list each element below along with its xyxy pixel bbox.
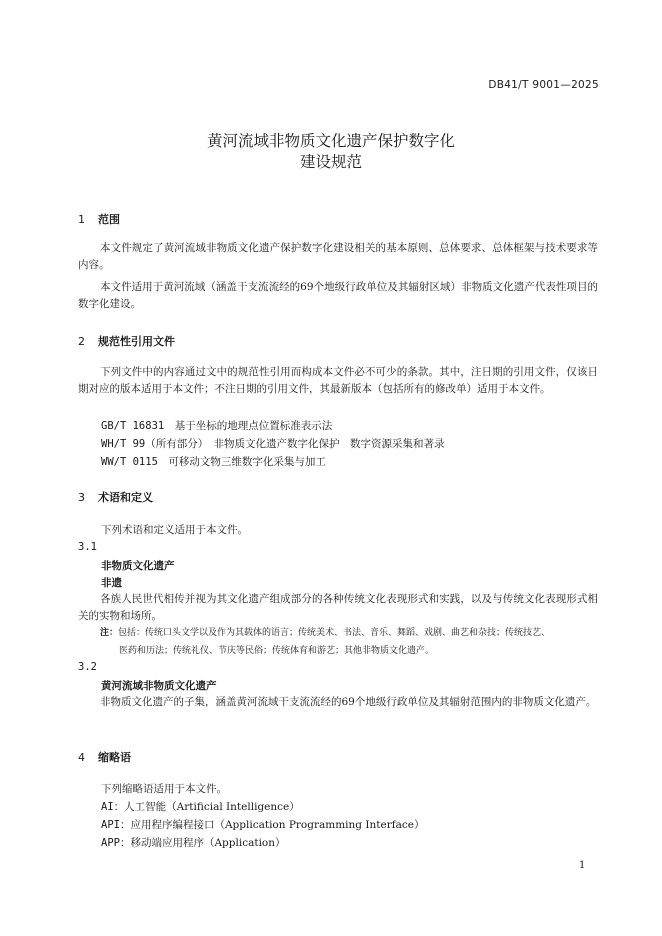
term-name: 非物质文化遗产: [101, 560, 175, 572]
term-number: 3.1: [78, 541, 97, 553]
reference-item: [101, 436, 445, 451]
term-number: 3.2: [78, 661, 97, 673]
section-1-paragraph-2: 本文件适用于黄河流域（涵盖干支流流经的69个地级行政单位及其辐射区域）非物质文化遗产代表性项目的数字化建设。: [78, 281, 598, 310]
reference-code: WW/T 0115: [101, 456, 158, 468]
term-alias: 非遗: [101, 577, 122, 589]
section-4-heading: [78, 749, 131, 765]
reference-title: 非物质文化遗产数字化保护 数字资源采集和著录: [213, 438, 445, 450]
document-title-line1: 黄河流域非物质文化遗产保护数字化: [206, 132, 455, 150]
section-title: 规范性引用文件: [98, 335, 175, 348]
section-3-intro: 下列术语和定义适用于本文件。: [101, 524, 248, 536]
section-title: 范围: [98, 213, 120, 226]
term-name: 黄河流域非物质文化遗产: [101, 680, 217, 692]
standard-code: DB41/T 9001—2025: [488, 79, 599, 91]
reference-code: GB/T 16831: [101, 420, 165, 432]
reference-title: 可移动文物三维数字化采集与加工: [168, 456, 326, 468]
section-4-intro: 下列缩略语适用于本文件。: [101, 783, 227, 795]
section-1-heading: [78, 211, 120, 227]
section-2-paragraph-1: 下列文件中的内容通过文中的规范性引用而构成本文件必不可少的条款。其中，注日期的引用文件，仅该日期对应的版本适用于本文件；不注日期的引用文件，其最新版本（包括所有的修改单）适用于本文件。: [78, 366, 598, 395]
abbreviation-item: API：应用程序编程接口（Application Programming Interface）: [101, 819, 425, 831]
page-number: 1: [579, 860, 586, 871]
term-note: [100, 626, 600, 641]
section-1-paragraph-1: 本文件规定了黄河流域非物质文化遗产保护数字化建设相关的基本原则、总体要求、总体框架与技术要求等内容。: [78, 242, 598, 271]
term-definition: 非物质文化遗产的子集，涵盖黄河流域干支流流经的69个地级行政单位及其辐射范围内的非物质文化遗产。: [100, 696, 597, 708]
term-definition: 各族人民世代相传并视为其文化遗产组成部分的各种传统文化表现形式和实践，以及与传统文化表现形式相关的实物和场所。: [78, 593, 598, 622]
reference-item: [101, 418, 332, 433]
abbreviation-meaning: 人工智能（Artificial Intelligence）: [124, 801, 300, 813]
section-title: 缩略语: [98, 751, 131, 764]
abbreviation-item: APP：移动端应用程序（Application）: [101, 837, 286, 849]
section-3-heading: [78, 489, 153, 505]
abbreviation: AI: [101, 801, 114, 813]
term-note-continued: 医药和历法；传统礼仪、节庆等民俗；传统体育和游艺；其他非物质文化遗产。: [119, 646, 435, 656]
abbreviation-meaning: 应用程序编程接口（Application Programming Interface）: [130, 819, 425, 831]
section-2-heading: [78, 333, 175, 349]
abbreviation-meaning: 移动端应用程序（Application）: [130, 837, 286, 849]
reference-code: WH/T 99（所有部分）: [101, 438, 204, 450]
reference-item: [101, 454, 326, 469]
note-text: 包括：传统口头文学以及作为其载体的语言；传统美术、书法、音乐、舞蹈、戏剧、曲艺和杂技；传统技艺、: [118, 628, 551, 638]
section-number: 1: [78, 213, 85, 226]
section-title: 术语和定义: [98, 491, 153, 504]
section-number: 3: [78, 491, 85, 504]
section-number: 4: [78, 751, 85, 764]
abbreviation: APP: [101, 837, 120, 849]
note-label: 注：: [100, 628, 119, 638]
abbreviation: API: [101, 819, 120, 831]
section-number: 2: [78, 335, 85, 348]
reference-title: 基于坐标的地理点位置标准表示法: [174, 420, 333, 432]
abbreviation-item: AI：人工智能（Artificial Intelligence）: [101, 801, 300, 813]
document-title-line2: 建设规范: [299, 153, 362, 171]
